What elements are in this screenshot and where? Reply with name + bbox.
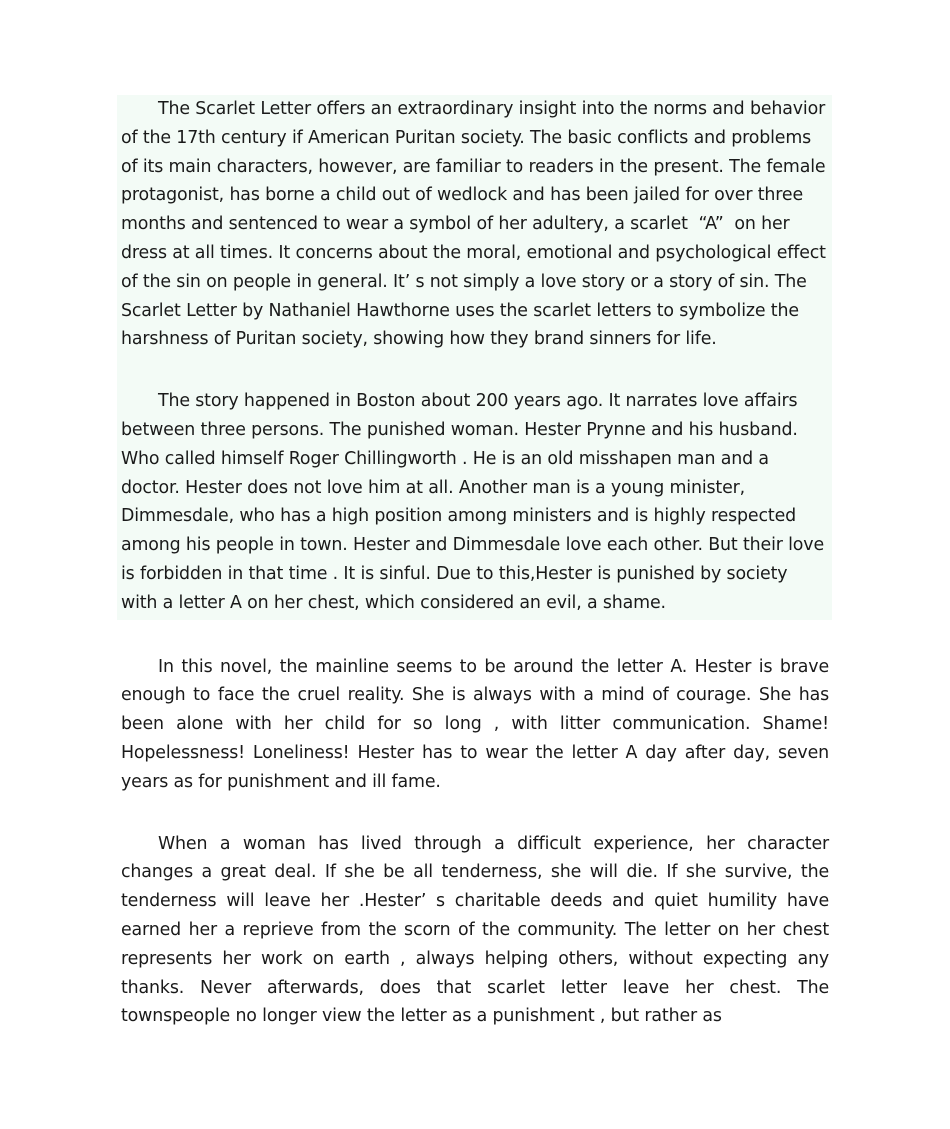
paragraph-4: When a woman has lived through a difficult experience, her character changes a great deal. If she be all tenderness, she will die. If she survive, the tenderness will leave her .Hester’ s charitable deeds and quiet humility have earned her a reprieve from the scorn of the community. The letter on her chest represents her work on earth , always helping others, without expecting any thanks. Never afterwards, does that scarlet letter leave her chest. The townspeople no longer view the letter as a punishment , but rather as [121, 833, 829, 1027]
paragraph-3: In this novel, the mainline seems to be around the letter A. Hester is brave enough to face the cruel reality. She is always with a mind of courage. She has been alone with her child for so long , with litter communication. Shame! Hopelessness! Loneliness! Hester has to wear the letter A day after day, seven years as for punishment and ill fame. [121, 656, 829, 792]
paragraph-spacer [121, 797, 829, 830]
paragraph-1: The Scarlet Letter offers an extraordinary insight into the norms and behavior of the 17th century if American Puritan society. The basic conflicts and problems of its main characters, however, are familiar to readers in the present. The female protagonist, has borne a child out of wedlock and has been jailed for over three months and sentenced to wear a symbol of her adultery, a scarlet “A” on her dress at all times. It concerns about the moral, emotional and psychological effect of the sin on people in general. It’ s not simply a love story or a story of sin. The Scarlet Letter by Nathaniel Hawthorne uses the scarlet letters to symbolize the harshness of Puritan society, showing how they brand sinners for life. [121, 99, 826, 350]
paragraph-spacer [121, 620, 829, 653]
essay-body [121, 95, 829, 1031]
highlighted-section [117, 95, 832, 620]
paragraph-spacer [121, 354, 829, 387]
paragraph-2: The story happened in Boston about 200 years ago. It narrates love affairs between three persons. The punished woman. Hester Prynne and his husband. Who called himself Roger Chillingworth . He is an old misshapen man and a doctor. Hester does not love him at all. Another man is a young minister, Dimmesdale, who has a high position among ministers and is highly respected among his people in town. Hester and Dimmesdale love each other. But their love is forbidden in that time . It is sinful. Due to this,Hester is punished by society with a letter A on her chest, which considered an evil, a shame. [121, 391, 824, 613]
